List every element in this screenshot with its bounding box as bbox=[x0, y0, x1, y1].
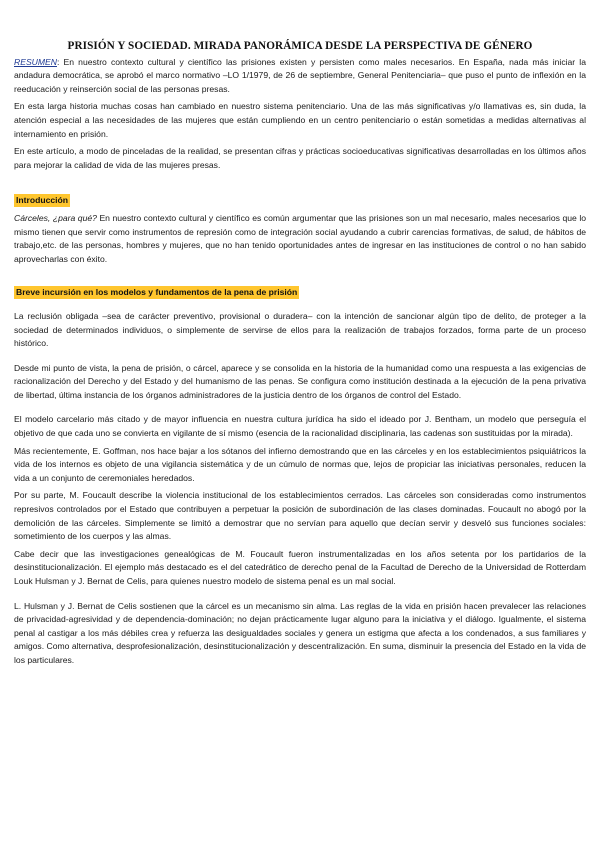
models-paragraph-4: Más recientemente, E. Goffman, nos hace bajar a los sótanos del infierno demostrando que en las cárceles y en los establecimientos psiquiátricos la vida de los internos es objeto de una vigilancia sistemática y de un cúmulo de normas que, lejos de propiciar las iniciativas personales, reducen la vida a un conjunto de ceremoniales heredados. bbox=[14, 445, 586, 483]
models-section bbox=[14, 286, 586, 667]
models-heading: Breve incursión en los modelos y fundamentos de la pena de prisión bbox=[16, 287, 298, 298]
abstract-text-1: : En nuestro contexto cultural y científico las prisiones existen y persisten como males necesarios. En España, nada más iniciar la andadura democrática, se aprobó el marco normativo –LO 1/1979, de 26 de septiembre, General Penitenciaria– que puso el punto de inflexión en la reeducación y reinserción social de las personas presas. bbox=[14, 56, 586, 94]
abstract-paragraph-2: En esta larga historia muchas cosas han cambiado en nuestro sistema penitenciario. Una de las más significativas y/o llamativas es, sin duda, la atención especial a las necesidades de las mujeres que están cumpliendo en un centro penitenciario o están sometidas a medidas alternativas al internamiento en prisión. bbox=[14, 101, 586, 139]
intro-paragraph bbox=[14, 212, 586, 266]
models-paragraph-6: Cabe decir que las investigaciones genealógicas de M. Foucault fueron instrumentalizadas en los años setenta por los partidarios de la desinstitucionalización. El ejemplo más destacado es el del catedrático de derecho penal de la Facultad de Derecho de la Universidad de Rotterdam Louk Hulsman y J. Bernat de Celis, para quienes nuestro modelo de sistema penal es un mal social. bbox=[14, 548, 586, 586]
intro-text: En nuestro contexto cultural y científico es común argumentar que las prisiones son un mal necesario, males necesarios que lo mismo tienen que servir como instrumentos de represión como de integración social ayudando a cubrir carencias formativas, de salud, de hábitos de trabajo,etc. de las personas, hombres y mujeres, que no han tenido oportunidades antes de ingresar en las instituciones de control o no han sabido aprovecharlas con éxito. bbox=[14, 212, 587, 264]
models-paragraph-1: La reclusión obligada –sea de carácter preventivo, provisional o duradera– con la intención de sancionar algún tipo de delito, de proteger a la sociedad de determinados individuos, o simplemente de servirse de ellos para la realización de trabajos forzados, forma parte de un proceso histórico. bbox=[14, 310, 586, 349]
models-paragraph-3: El modelo carcelario más citado y de mayor influencia en nuestra cultura jurídica ha sido el ideado por J. Bentham, un modelo que perseguía el objetivo de que cada uno se convierta en vigilante de sí mismo (esencia de la racionalidad disciplinaria, las cadenas son sustituidas por la mirada). bbox=[14, 414, 586, 439]
models-paragraph-2: Desde mi punto de vista, la pena de prisión, o cárcel, aparece y se consolida en la historia de la humanidad como una respuesta a las exigencias de racionalización del Derecho y del Estado y del humanismo de las penas. Se configura como institución destinada a la ejecución de la pena privativa de libertad, última instancia de los órganos administradores de la justicia dentro de los órganos de control del Estado. bbox=[14, 362, 586, 400]
models-paragraph-5: Por su parte, M. Foucault describe la violencia institucional de los establecimientos cerrados. Las cárceles son consideradas como instrumentos represivos controlados por el Estado que contribuyen a perpetuar la posición de subordinación de las clases dominadas. Foucault no abogó por la demolición de las cárceles. Simplemente se limitó a demostrar que no servían para aquello que decían servir y desveló sus funciones sociales: sometimiento de los cuerpos y las almas. bbox=[14, 490, 586, 542]
intro-section bbox=[14, 194, 586, 266]
intro-heading: Introducción bbox=[16, 195, 69, 206]
intro-lead: Cárceles, ¿para qué? bbox=[14, 212, 97, 223]
abstract-label: RESUMEN bbox=[14, 56, 57, 67]
abstract-paragraph-3: En este artículo, a modo de pinceladas de la realidad, se presentan cifras y prácticas socioeducativas significativas desarrolladas en los últimos años para mejorar la calidad de vida de las mujeres presas. bbox=[14, 146, 586, 170]
document-page bbox=[14, 40, 586, 668]
models-paragraph-7: L. Hulsman y J. Bernat de Celis sostienen que la cárcel es un mecanismo sin alma. Las reglas de la vida en prisión hacen prevalecer las relaciones de privacidad-agresividad y de dependencia-dominación; no dejan prácticamente lugar alguno para la iniciativa y el diálogo. Igualmente, el sistema penal al castigar a los más débiles crea y refuerza las desigualdades sociales y genera un estigma que afecta a los condenados, a sus familiares y amigos. Como alternativa, desprofesionalización, desinstitucionalización y descentralización. En suma, disminuir la presencia del Estado en la vida de los particulares. bbox=[14, 600, 586, 665]
document-title: PRISIÓN Y SOCIEDAD. MIRADA PANORÁMICA DESDE LA PERSPECTIVA DE GÉNERO bbox=[67, 40, 533, 52]
abstract-paragraph-1 bbox=[14, 56, 586, 97]
